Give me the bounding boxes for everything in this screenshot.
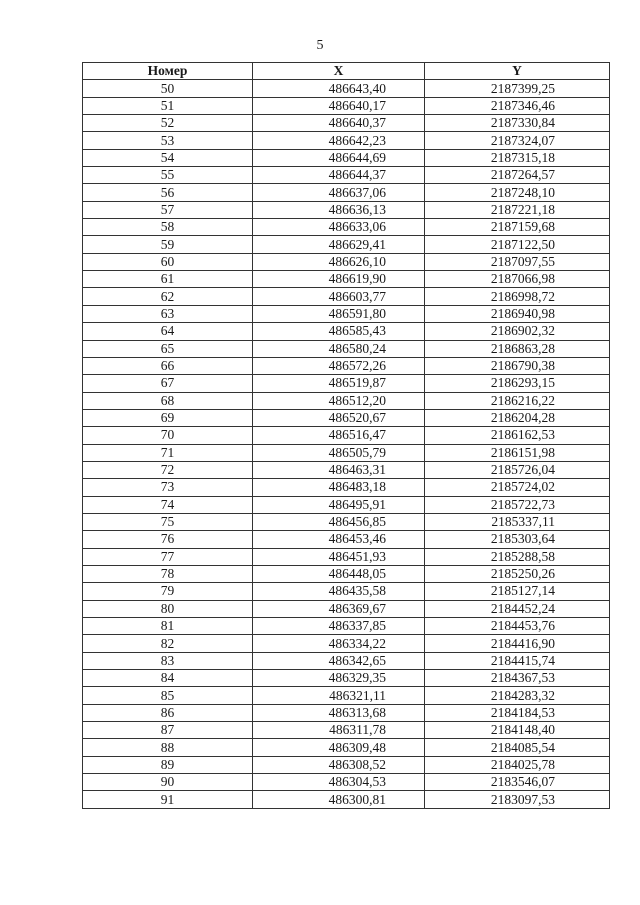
cell-number: 66 <box>83 357 253 374</box>
cell-y: 2186204,28 <box>425 409 610 426</box>
cell-number: 58 <box>83 219 253 236</box>
cell-number: 68 <box>83 392 253 409</box>
cell-x: 486300,81 <box>253 791 425 808</box>
cell-y: 2187346,46 <box>425 97 610 114</box>
cell-number: 50 <box>83 80 253 97</box>
cell-x: 486369,67 <box>253 600 425 617</box>
cell-number: 71 <box>83 444 253 461</box>
header-y: Y <box>425 63 610 80</box>
cell-x: 486629,41 <box>253 236 425 253</box>
table-row <box>83 80 610 97</box>
cell-x: 486643,40 <box>253 80 425 97</box>
table-row <box>83 687 610 704</box>
cell-number: 56 <box>83 184 253 201</box>
table-row <box>83 565 610 582</box>
table-row <box>83 704 610 721</box>
cell-y: 2187399,25 <box>425 80 610 97</box>
cell-y: 2187248,10 <box>425 184 610 201</box>
cell-number: 84 <box>83 670 253 687</box>
cell-number: 59 <box>83 236 253 253</box>
cell-y: 2186151,98 <box>425 444 610 461</box>
table-row <box>83 652 610 669</box>
cell-y: 2187315,18 <box>425 149 610 166</box>
cell-x: 486516,47 <box>253 427 425 444</box>
cell-x: 486334,22 <box>253 635 425 652</box>
cell-y: 2187264,57 <box>425 167 610 184</box>
cell-number: 79 <box>83 583 253 600</box>
cell-number: 89 <box>83 756 253 773</box>
cell-number: 74 <box>83 496 253 513</box>
cell-x: 486453,46 <box>253 531 425 548</box>
table-row <box>83 583 610 600</box>
table-row <box>83 132 610 149</box>
table-row <box>83 409 610 426</box>
table-row <box>83 375 610 392</box>
table-row <box>83 756 610 773</box>
table-row <box>83 739 610 756</box>
cell-y: 2185726,04 <box>425 461 610 478</box>
cell-x: 486585,43 <box>253 323 425 340</box>
cell-x: 486619,90 <box>253 271 425 288</box>
cell-x: 486512,20 <box>253 392 425 409</box>
coordinates-table <box>82 62 610 809</box>
cell-x: 486342,65 <box>253 652 425 669</box>
table-row <box>83 253 610 270</box>
cell-x: 486636,13 <box>253 201 425 218</box>
cell-number: 70 <box>83 427 253 444</box>
cell-number: 60 <box>83 253 253 270</box>
table-row <box>83 531 610 548</box>
cell-y: 2184415,74 <box>425 652 610 669</box>
cell-x: 486572,26 <box>253 357 425 374</box>
cell-number: 78 <box>83 565 253 582</box>
table-row <box>83 444 610 461</box>
cell-x: 486463,31 <box>253 461 425 478</box>
table-row <box>83 357 610 374</box>
table-row <box>83 271 610 288</box>
cell-y: 2185303,64 <box>425 531 610 548</box>
cell-number: 69 <box>83 409 253 426</box>
table-row <box>83 340 610 357</box>
cell-x: 486644,69 <box>253 149 425 166</box>
cell-number: 67 <box>83 375 253 392</box>
table-row <box>83 774 610 791</box>
table-row <box>83 149 610 166</box>
cell-number: 65 <box>83 340 253 357</box>
cell-x: 486451,93 <box>253 548 425 565</box>
cell-number: 75 <box>83 513 253 530</box>
cell-x: 486313,68 <box>253 704 425 721</box>
table-row <box>83 548 610 565</box>
cell-y: 2185127,14 <box>425 583 610 600</box>
cell-y: 2184452,24 <box>425 600 610 617</box>
cell-number: 80 <box>83 600 253 617</box>
cell-y: 2185288,58 <box>425 548 610 565</box>
cell-x: 486626,10 <box>253 253 425 270</box>
cell-y: 2187122,50 <box>425 236 610 253</box>
cell-number: 83 <box>83 652 253 669</box>
table-row <box>83 184 610 201</box>
header-number: Номер <box>83 63 253 80</box>
table-row <box>83 600 610 617</box>
cell-x: 486519,87 <box>253 375 425 392</box>
table-row <box>83 635 610 652</box>
cell-x: 486637,06 <box>253 184 425 201</box>
cell-y: 2186790,38 <box>425 357 610 374</box>
cell-x: 486495,91 <box>253 496 425 513</box>
cell-y: 2184184,53 <box>425 704 610 721</box>
table-row <box>83 236 610 253</box>
cell-y: 2185337,11 <box>425 513 610 530</box>
cell-x: 486603,77 <box>253 288 425 305</box>
table-row <box>83 97 610 114</box>
cell-number: 54 <box>83 149 253 166</box>
table-row <box>83 461 610 478</box>
cell-y: 2184453,76 <box>425 618 610 635</box>
cell-number: 61 <box>83 271 253 288</box>
cell-number: 63 <box>83 305 253 322</box>
table-row <box>83 219 610 236</box>
cell-x: 486448,05 <box>253 565 425 582</box>
cell-y: 2183546,07 <box>425 774 610 791</box>
table-row <box>83 496 610 513</box>
table-row <box>83 323 610 340</box>
cell-y: 2185250,26 <box>425 565 610 582</box>
cell-y: 2184283,32 <box>425 687 610 704</box>
header-x: X <box>253 63 425 80</box>
cell-x: 486304,53 <box>253 774 425 791</box>
cell-y: 2186902,32 <box>425 323 610 340</box>
cell-x: 486483,18 <box>253 479 425 496</box>
cell-x: 486329,35 <box>253 670 425 687</box>
cell-y: 2185724,02 <box>425 479 610 496</box>
cell-x: 486580,24 <box>253 340 425 357</box>
cell-y: 2187159,68 <box>425 219 610 236</box>
cell-x: 486505,79 <box>253 444 425 461</box>
cell-number: 86 <box>83 704 253 721</box>
cell-y: 2187097,55 <box>425 253 610 270</box>
table-row <box>83 288 610 305</box>
cell-x: 486308,52 <box>253 756 425 773</box>
cell-y: 2187330,84 <box>425 115 610 132</box>
table-row <box>83 618 610 635</box>
cell-y: 2187221,18 <box>425 201 610 218</box>
table-row <box>83 513 610 530</box>
header-row <box>83 63 610 80</box>
cell-x: 486311,78 <box>253 722 425 739</box>
cell-number: 72 <box>83 461 253 478</box>
cell-x: 486337,85 <box>253 618 425 635</box>
cell-number: 81 <box>83 618 253 635</box>
cell-number: 82 <box>83 635 253 652</box>
cell-number: 57 <box>83 201 253 218</box>
cell-number: 85 <box>83 687 253 704</box>
table-row <box>83 167 610 184</box>
cell-x: 486520,67 <box>253 409 425 426</box>
cell-number: 87 <box>83 722 253 739</box>
cell-x: 486456,85 <box>253 513 425 530</box>
cell-y: 2184416,90 <box>425 635 610 652</box>
cell-y: 2186162,53 <box>425 427 610 444</box>
cell-y: 2184085,54 <box>425 739 610 756</box>
cell-x: 486640,17 <box>253 97 425 114</box>
cell-number: 76 <box>83 531 253 548</box>
table-row <box>83 115 610 132</box>
cell-x: 486321,11 <box>253 687 425 704</box>
cell-number: 62 <box>83 288 253 305</box>
cell-y: 2184367,53 <box>425 670 610 687</box>
table-row <box>83 670 610 687</box>
table-row <box>83 479 610 496</box>
table-row <box>83 305 610 322</box>
cell-y: 2184025,78 <box>425 756 610 773</box>
cell-y: 2186293,15 <box>425 375 610 392</box>
cell-y: 2187324,07 <box>425 132 610 149</box>
cell-x: 486591,80 <box>253 305 425 322</box>
cell-number: 88 <box>83 739 253 756</box>
cell-x: 486642,23 <box>253 132 425 149</box>
cell-y: 2186863,28 <box>425 340 610 357</box>
cell-y: 2186940,98 <box>425 305 610 322</box>
cell-x: 486644,37 <box>253 167 425 184</box>
table-row <box>83 201 610 218</box>
cell-number: 64 <box>83 323 253 340</box>
cell-number: 51 <box>83 97 253 114</box>
cell-y: 2184148,40 <box>425 722 610 739</box>
cell-x: 486435,58 <box>253 583 425 600</box>
cell-number: 55 <box>83 167 253 184</box>
cell-y: 2183097,53 <box>425 791 610 808</box>
cell-x: 486640,37 <box>253 115 425 132</box>
cell-number: 73 <box>83 479 253 496</box>
table-row <box>83 392 610 409</box>
cell-number: 77 <box>83 548 253 565</box>
cell-y: 2186216,22 <box>425 392 610 409</box>
cell-number: 90 <box>83 774 253 791</box>
table-header <box>83 63 610 80</box>
cell-x: 486309,48 <box>253 739 425 756</box>
table-row <box>83 791 610 808</box>
table-row <box>83 722 610 739</box>
cell-y: 2186998,72 <box>425 288 610 305</box>
cell-number: 53 <box>83 132 253 149</box>
cell-y: 2185722,73 <box>425 496 610 513</box>
cell-x: 486633,06 <box>253 219 425 236</box>
table-body <box>83 80 610 808</box>
table-row <box>83 427 610 444</box>
cell-number: 52 <box>83 115 253 132</box>
page-number: 5 <box>316 38 324 53</box>
cell-number: 91 <box>83 791 253 808</box>
cell-y: 2187066,98 <box>425 271 610 288</box>
